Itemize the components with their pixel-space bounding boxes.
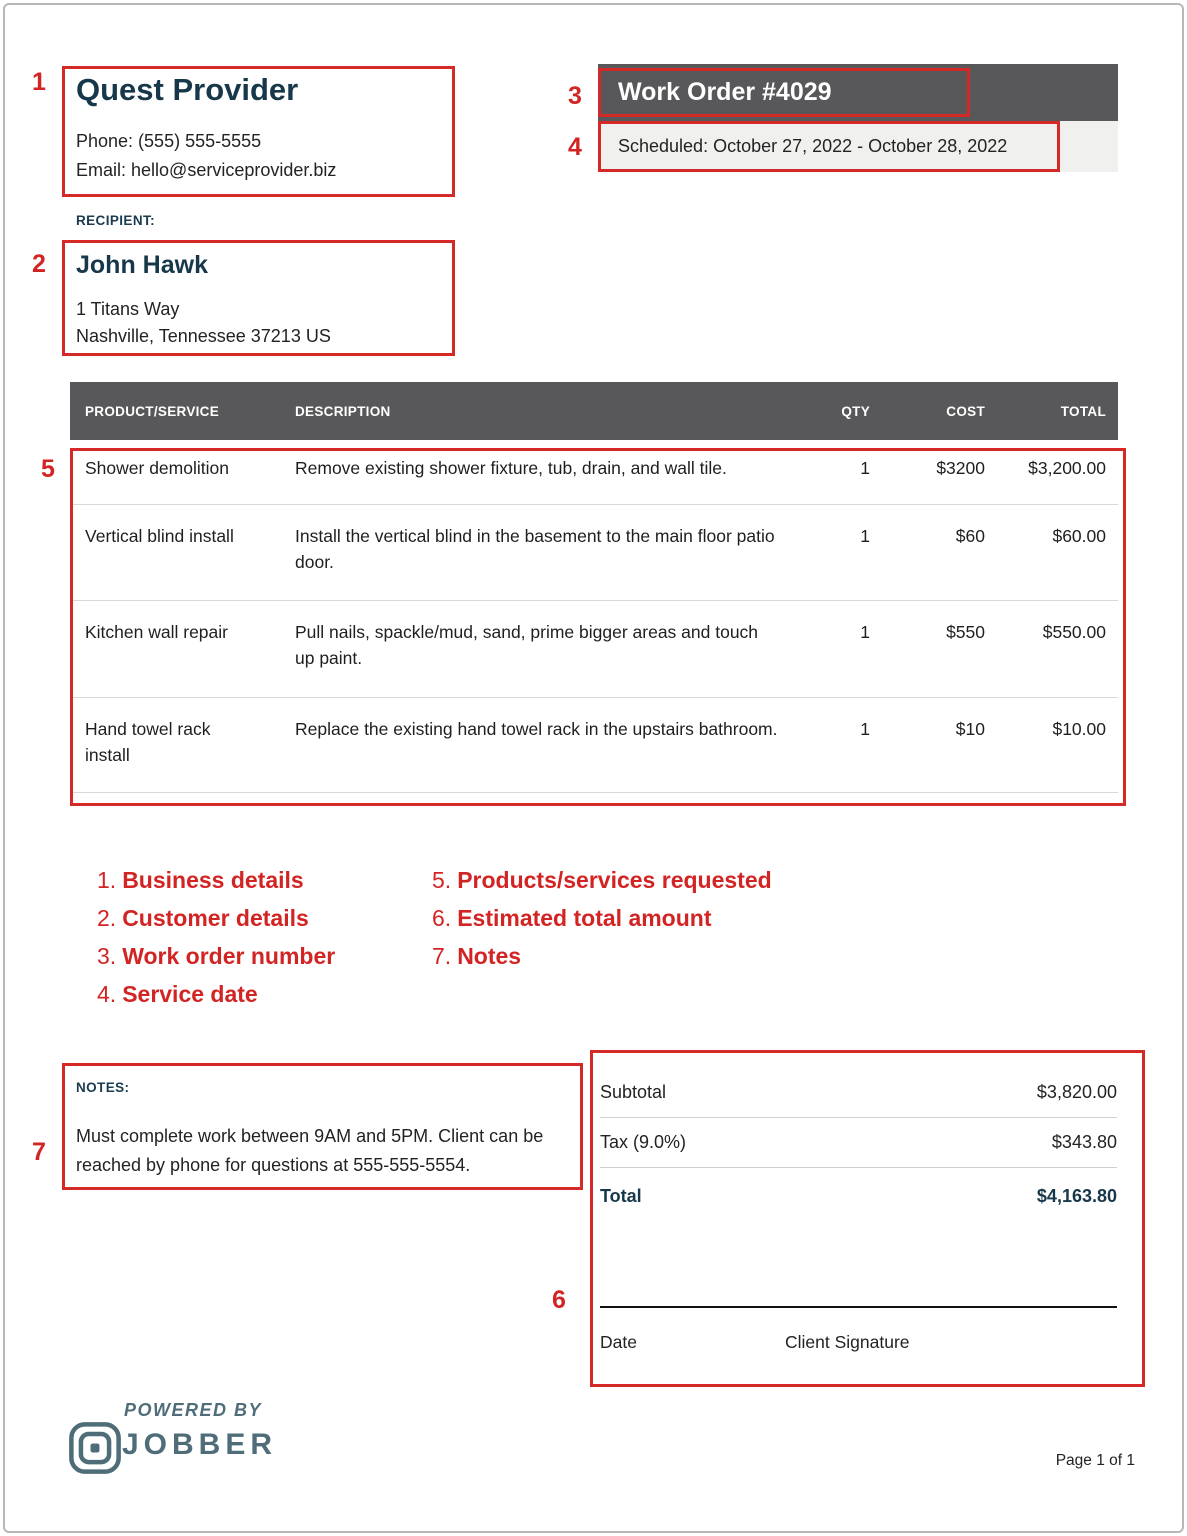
cell-product: Hand towel rack install: [85, 719, 211, 765]
annotation-marker-5: 5: [41, 455, 55, 483]
client-signature-label: Client Signature: [785, 1332, 910, 1352]
cell-qty: 1: [860, 526, 870, 546]
legend-number: 6.: [432, 905, 452, 931]
legend-label: Customer details: [122, 905, 309, 931]
annotation-marker-1: 1: [32, 68, 46, 96]
legend-number: 1.: [97, 867, 117, 893]
scheduled-bar: [598, 121, 1118, 172]
subtotal-row: [600, 1068, 1117, 1117]
legend-label: Products/services requested: [457, 867, 772, 893]
tax-row: [600, 1118, 1117, 1167]
work-order-title: Work Order #4029: [618, 78, 832, 106]
signature-line: [600, 1306, 1117, 1308]
cell-description: Pull nails, spackle/mud, sand, prime bigger areas and touch up paint.: [295, 622, 759, 668]
cell-cost: $3200: [936, 458, 985, 478]
header-total: TOTAL: [1060, 403, 1106, 419]
scheduled-dates: Scheduled: October 27, 2022 - October 28, 2022: [618, 136, 1008, 156]
annotation-marker-2: 2: [32, 250, 46, 278]
legend-item: [97, 942, 335, 971]
header-cost: COST: [946, 403, 985, 419]
cell-total: $3,200.00: [1028, 458, 1106, 478]
cell-product: Shower demolition: [85, 458, 229, 478]
totals-panel: [600, 1068, 1117, 1224]
customer-name: John Hawk: [76, 251, 208, 279]
cell-qty: 1: [860, 719, 870, 739]
date-label: Date: [600, 1332, 637, 1352]
legend-item: [432, 866, 772, 895]
cell-qty: 1: [860, 622, 870, 642]
table-row: [70, 697, 1118, 792]
subtotal-label: Subtotal: [600, 1082, 667, 1102]
notes-heading: NOTES:: [76, 1080, 130, 1095]
total-row: [600, 1168, 1117, 1224]
cell-qty: 1: [860, 458, 870, 478]
signature-labels: [600, 1332, 1117, 1353]
business-email: Email: hello@serviceprovider.biz: [76, 160, 337, 180]
cell-cost: $10: [955, 719, 985, 739]
header-description: DESCRIPTION: [295, 403, 391, 419]
tax-value: $343.80: [1051, 1132, 1117, 1152]
table-row: [70, 504, 1118, 600]
legend-item: [432, 904, 772, 933]
cell-description: Install the vertical blind in the basement to the main floor patio door.: [295, 526, 775, 572]
table-row: [70, 600, 1118, 697]
table-body: [70, 440, 1118, 793]
annotation-legend-left: [97, 866, 335, 1009]
legend-number: 5.: [432, 867, 452, 893]
legend-label: Estimated total amount: [457, 905, 712, 931]
header-product-service: PRODUCT/SERVICE: [85, 403, 220, 419]
powered-by-text: POWERED BY: [124, 1400, 263, 1420]
legend-label: Service date: [122, 981, 258, 1007]
annotation-legend-right: [432, 866, 772, 971]
legend-number: 4.: [97, 981, 117, 1007]
customer-address-line2: Nashville, Tennessee 37213 US: [76, 326, 331, 346]
total-label: Total: [600, 1185, 642, 1206]
annotation-marker-4: 4: [568, 133, 582, 161]
cell-cost: $550: [946, 622, 985, 642]
line-items-table: [70, 382, 1118, 793]
legend-label: Business details: [122, 867, 304, 893]
annotation-marker-7: 7: [32, 1138, 46, 1166]
table-header-row: [70, 382, 1118, 440]
jobber-logo-text: JOBBER: [122, 1428, 278, 1461]
cell-product: Vertical blind install: [85, 526, 234, 546]
business-phone: Phone: (555) 555-5555: [76, 131, 262, 151]
work-order-header-bar: [598, 64, 1118, 121]
cell-cost: $60: [955, 526, 985, 546]
legend-number: 7.: [432, 943, 452, 969]
legend-item: [97, 904, 335, 933]
annotation-marker-6: 6: [552, 1286, 566, 1314]
cell-total: $10.00: [1052, 719, 1106, 739]
legend-item: [97, 866, 335, 895]
customer-address-line1: 1 Titans Way: [76, 299, 180, 319]
legend-label: Work order number: [122, 943, 336, 969]
cell-description: Replace the existing hand towel rack in the upstairs bathroom.: [295, 719, 778, 739]
notes-body: Must complete work between 9AM and 5PM. Client can be reached by phone for questions at 555-555-5554.: [76, 1126, 544, 1175]
total-value: $4,163.80: [1036, 1185, 1117, 1206]
legend-number: 2.: [97, 905, 117, 931]
tax-label: Tax (9.0%): [600, 1132, 687, 1152]
header-qty: QTY: [841, 403, 870, 419]
cell-description: Remove existing shower fixture, tub, drain, and wall tile.: [295, 458, 727, 478]
legend-number: 3.: [97, 943, 117, 969]
page-number: Page 1 of 1: [1055, 1452, 1135, 1469]
business-name: Quest Provider: [76, 72, 299, 107]
subtotal-value: $3,820.00: [1036, 1082, 1117, 1102]
jobber-logo-icon: [68, 1421, 122, 1475]
recipient-label: RECIPIENT:: [76, 213, 156, 228]
cell-product: Kitchen wall repair: [85, 622, 228, 642]
legend-label: Notes: [457, 943, 522, 969]
table-row: [70, 440, 1118, 504]
cell-total: $550.00: [1042, 622, 1106, 642]
cell-total: $60.00: [1052, 526, 1106, 546]
annotation-marker-3: 3: [568, 82, 582, 110]
legend-item: [432, 942, 772, 971]
legend-item: [97, 980, 335, 1009]
